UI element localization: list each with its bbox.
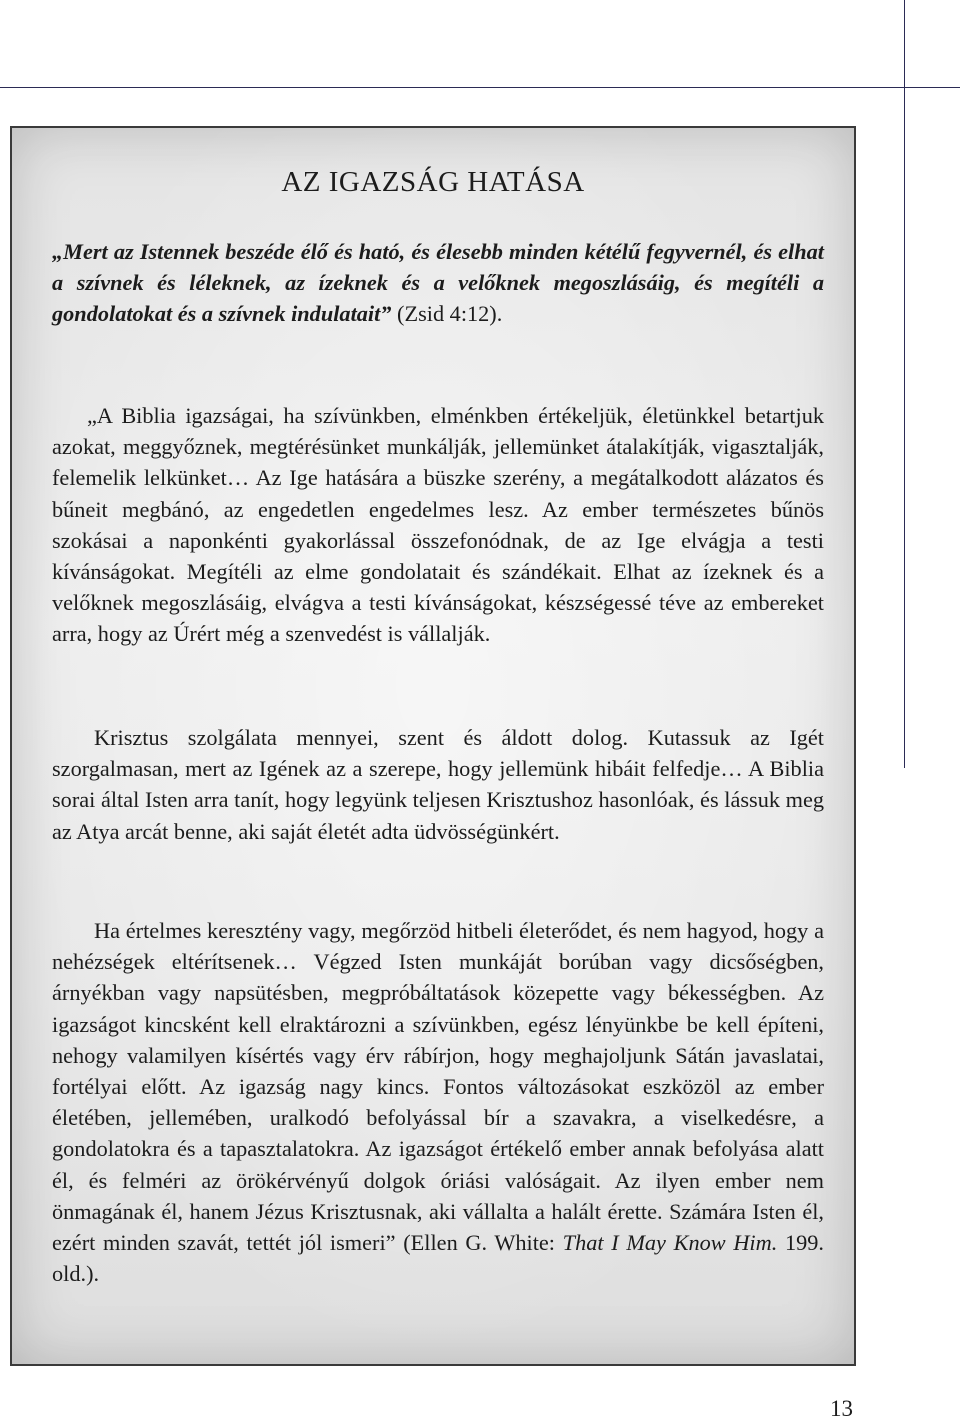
citation-end: 199. old.).: [52, 1230, 825, 1287]
textured-text-panel: [10, 126, 856, 1366]
crop-mark-horizontal: [0, 87, 960, 88]
paragraph-3: [52, 915, 824, 1289]
scripture-quote: [52, 236, 824, 330]
page-title: AZ IGAZSÁG HATÁSA: [281, 166, 585, 198]
paragraph-1: „A Biblia igazságai, ha szívünkben, elménkben értékeljük, életünkkel betartjuk azokat, meggyőznek, megtérésünket munkálják, jellemünket átalakítják, vigasztalják, felemelik lelkünket… Az Ige hatására a büszke szerény, a megátalkodott alázatos és bűneit megbánó, az engedetlen engedelmes lesz. Az ember természetes bűnös szokásai a naponkénti gyakorlással összefonódnak, de az Ige elvágja a testi kívánságokat. Megítéli az elme gondolatait és szándékait. Elhat az ízeknek és a velőknek megoszlásáig, elvágva a testi kívánságokat, készségessé téve az embereket arra, hogy az Úrért még a szenvedést is vállalják.: [52, 403, 824, 647]
page-number: 13: [830, 1396, 853, 1421]
quote-text: „Mert az Istennek beszéde élő és ható, és élesebb minden kétélű fegyvernél, és elhat a szívnek és léleknek, az ízeknek és a velőknek megoszlásáig, és megítéli a gondolatokat és a szívnek indulatait”: [52, 239, 824, 327]
quote-reference: (Zsid 4:12).: [397, 301, 503, 327]
book-title: That I May Know Him.: [562, 1230, 778, 1256]
crop-mark-vertical: [904, 0, 905, 768]
paragraph-2: Krisztus szolgálata mennyei, szent és áldott dolog. Kutassuk az Igét szorgalmasan, mert az Igének az a szerepe, hogy jellemünk hibáit felfedje… A Biblia sorai által Isten arra tanít, hogy legyünk teljesen Krisztushoz hasonlóak, és lássuk meg az Atya arcát benne, aki saját életét adta üdvösségünkért.: [52, 725, 824, 844]
paragraph-3-text: Ha értelmes keresztény vagy, megőrzöd hitbeli életerődet, és nem hagyod, hogy a nehézségek eltérítsenek… Végzed Isten munkáját borúban vagy dicsőségben, árnyékban vagy napsütésben, megpróbáltatások közepette vagy békességben. Az igazságot kincsként kell elraktározni a szívünkben, egész lényünkbe be kell építeni, nehogy valamilyen kísértés vagy érv rábírjon, hogy meghajoljunk Sátán javaslatai, fortélyai előtt. Az igazság nagy kincs. Fontos változásokat eszközöl az ember életében, jellemében, uralkodó befolyással bír a szavakra, a viselkedésre, a gondolatokra és a tapasztalatokra. Az igazságot értékelő ember annak befolyása alatt él, és felméri az örökérvényű dolgok óriási valóságait. Az ilyen ember nem önmagának él, hanem Jézus Krisztusnak, aki vállalta a halált érette. Számára Isten él, ezért minden szavát, tettét jól ismeri” (Ellen G. White:: [52, 918, 824, 1256]
